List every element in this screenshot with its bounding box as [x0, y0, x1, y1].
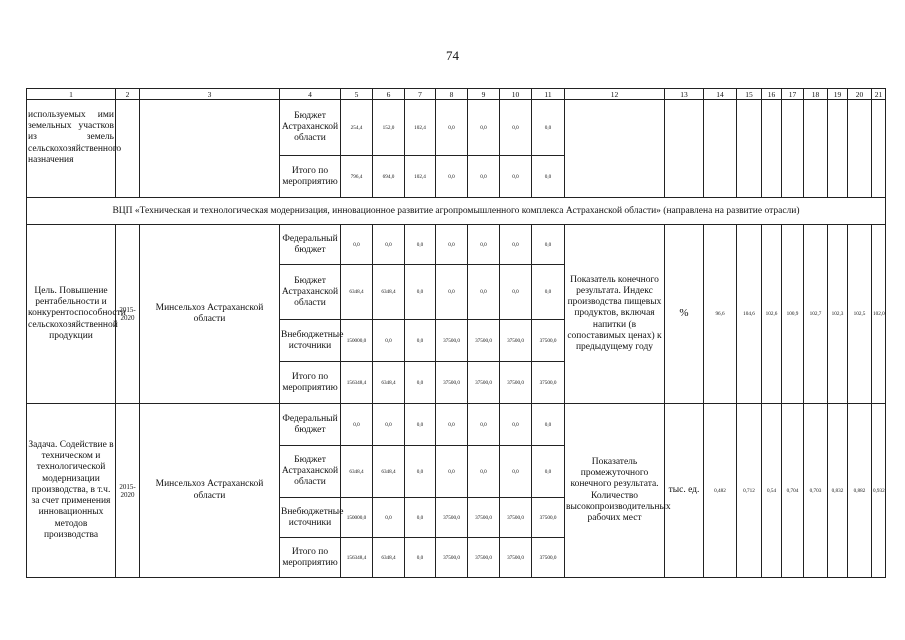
target-value: 0,932 [872, 404, 886, 578]
funding-source: Федеральный бюджет [280, 404, 341, 446]
empty-cell [737, 100, 762, 198]
value-cell: 152,0 [373, 100, 405, 156]
value-cell: 37500,0 [436, 320, 468, 362]
col-num: 12 [565, 89, 665, 100]
value-cell: 37500,0 [468, 362, 500, 404]
value-cell: 102,4 [405, 100, 436, 156]
value-cell: 0,0 [405, 446, 436, 498]
funding-source: Итого по мероприятию [280, 538, 341, 578]
col-num: 1 [27, 89, 116, 100]
value-cell: 6348,4 [341, 446, 373, 498]
value-cell: 0,0 [373, 498, 405, 538]
target-value: 0,832 [828, 404, 848, 578]
value-cell: 0,0 [405, 538, 436, 578]
value-cell: 0,0 [436, 100, 468, 156]
target-value: 0,703 [804, 404, 828, 578]
col-num: 2 [116, 89, 140, 100]
target-value: 104,6 [737, 225, 762, 404]
col-num: 13 [665, 89, 704, 100]
target-value: 102,6 [762, 225, 782, 404]
target-value: 102,3 [828, 225, 848, 404]
col-num: 17 [782, 89, 804, 100]
value-cell: 37500,0 [468, 538, 500, 578]
value-cell: 0,0 [468, 265, 500, 320]
empty-cell [848, 100, 872, 198]
value-cell: 37500,0 [532, 538, 565, 578]
target-value: 102,5 [848, 225, 872, 404]
empty-cell [782, 100, 804, 198]
value-cell: 0,0 [436, 446, 468, 498]
empty-cell [565, 100, 665, 198]
value-cell: 0,0 [468, 446, 500, 498]
unit: % [665, 225, 704, 404]
col-num: 6 [373, 89, 405, 100]
col-num: 20 [848, 89, 872, 100]
value-cell: 0,0 [532, 100, 565, 156]
value-cell: 0,0 [500, 100, 532, 156]
value-cell: 150000,0 [341, 320, 373, 362]
value-cell: 6348,4 [373, 446, 405, 498]
value-cell: 0,0 [373, 225, 405, 265]
table-row [27, 100, 886, 156]
empty-cell [704, 100, 737, 198]
funding-source: Бюджет Астраханской области [280, 100, 341, 156]
col-num: 4 [280, 89, 341, 100]
value-cell: 0,0 [468, 100, 500, 156]
col-num: 5 [341, 89, 373, 100]
column-number-row [27, 89, 886, 100]
target-value: 100,9 [782, 225, 804, 404]
col-num: 3 [140, 89, 280, 100]
value-cell: 0,0 [373, 404, 405, 446]
value-cell: 0,0 [468, 156, 500, 198]
value-cell: 6348,4 [373, 265, 405, 320]
value-cell: 0,0 [500, 446, 532, 498]
program-table [26, 88, 886, 578]
funding-source: Внебюджетные источники [280, 498, 341, 538]
value-cell: 37500,0 [468, 498, 500, 538]
value-cell: 0,0 [436, 156, 468, 198]
period: 2015-2020 [116, 404, 140, 578]
value-cell: 37500,0 [500, 498, 532, 538]
funding-source: Внебюджетные источники [280, 320, 341, 362]
value-cell: 156348,4 [341, 362, 373, 404]
value-cell: 156348,4 [341, 538, 373, 578]
executor: Минсельхоз Астраханской области [140, 404, 280, 578]
value-cell: 102,4 [405, 156, 436, 198]
value-cell: 0,0 [405, 265, 436, 320]
empty-cell [828, 100, 848, 198]
value-cell: 37500,0 [532, 498, 565, 538]
col-num: 9 [468, 89, 500, 100]
value-cell: 0,0 [500, 404, 532, 446]
value-cell: 0,0 [500, 156, 532, 198]
value-cell: 0,0 [436, 404, 468, 446]
value-cell: 0,0 [436, 225, 468, 265]
target-value: 0,54 [762, 404, 782, 578]
indicator: Показатель конечного результата. Индекс производства пищевых продуктов, включая напитки (в сопоставимых ценах) к предыдущему году [565, 225, 665, 404]
value-cell: 0,0 [341, 225, 373, 265]
table-row [27, 225, 886, 265]
col-num: 18 [804, 89, 828, 100]
value-cell: 37500,0 [532, 362, 565, 404]
col-num: 11 [532, 89, 565, 100]
value-cell: 37500,0 [436, 538, 468, 578]
target-value: 0,882 [848, 404, 872, 578]
target-value: 96,6 [704, 225, 737, 404]
target-value: 0,704 [782, 404, 804, 578]
funding-source: Итого по мероприятию [280, 362, 341, 404]
value-cell: 254,4 [341, 100, 373, 156]
value-cell: 0,0 [405, 404, 436, 446]
period: 2015-2020 [116, 225, 140, 404]
col-num: 10 [500, 89, 532, 100]
value-cell: 0,0 [405, 498, 436, 538]
funding-source: Федеральный бюджет [280, 225, 341, 265]
value-cell: 0,0 [468, 404, 500, 446]
value-cell: 0,0 [500, 265, 532, 320]
unit: тыс. ед. [665, 404, 704, 578]
section-title: ВЦП «Техническая и технологическая модернизация, инновационное развитие агропромышленного комплекса Астраханской области» (направлена на развитие отрасли) [27, 198, 886, 225]
section-row [27, 198, 886, 225]
value-cell: 37500,0 [500, 362, 532, 404]
value-cell: 0,0 [405, 362, 436, 404]
value-cell: 0,0 [532, 265, 565, 320]
empty-cell [872, 100, 886, 198]
value-cell: 796,4 [341, 156, 373, 198]
value-cell: 0,0 [468, 225, 500, 265]
target-value: 102,0 [872, 225, 886, 404]
col-num: 15 [737, 89, 762, 100]
col-num: 16 [762, 89, 782, 100]
task-name: Задача. Содействие в техническом и технологической модернизации производства, в т.ч. за счет применения инновационных методов производства [27, 404, 116, 578]
empty-cell [804, 100, 828, 198]
value-cell: 6348,4 [373, 538, 405, 578]
executor: Минсельхоз Астраханской области [140, 225, 280, 404]
value-cell: 0,0 [436, 265, 468, 320]
col-num: 7 [405, 89, 436, 100]
col-num: 21 [872, 89, 886, 100]
value-cell: 0,0 [341, 404, 373, 446]
col-num: 19 [828, 89, 848, 100]
table-row [27, 404, 886, 446]
value-cell: 0,0 [532, 156, 565, 198]
funding-source: Итого по мероприятию [280, 156, 341, 198]
value-cell: 6348,4 [341, 265, 373, 320]
value-cell: 37500,0 [500, 538, 532, 578]
empty-cell [762, 100, 782, 198]
goal-name: Цель. Повышение рентабельности и конкурентоспособности сельскохозяйственной продукции [27, 225, 116, 404]
value-cell: 6348,4 [373, 362, 405, 404]
value-cell: 37500,0 [500, 320, 532, 362]
value-cell: 37500,0 [436, 362, 468, 404]
value-cell: 0,0 [373, 320, 405, 362]
value-cell: 0,0 [405, 320, 436, 362]
value-cell: 0,0 [532, 225, 565, 265]
value-cell: 0,0 [500, 225, 532, 265]
target-value: 0,482 [704, 404, 737, 578]
value-cell: 694,0 [373, 156, 405, 198]
page-number: 74 [446, 48, 459, 63]
value-cell: 0,0 [532, 446, 565, 498]
indicator: Показатель промежуточного конечного результата. Количество высокопроизводительных рабочих мест [565, 404, 665, 578]
empty-cell [140, 100, 280, 198]
col-num: 14 [704, 89, 737, 100]
col-num: 8 [436, 89, 468, 100]
funding-source: Бюджет Астраханской области [280, 446, 341, 498]
value-cell: 0,0 [405, 225, 436, 265]
funding-source: Бюджет Астраханской области [280, 265, 341, 320]
value-cell: 150000,0 [341, 498, 373, 538]
value-cell: 37500,0 [468, 320, 500, 362]
value-cell: 37500,0 [436, 498, 468, 538]
empty-cell [665, 100, 704, 198]
target-value: 0,712 [737, 404, 762, 578]
value-cell: 37500,0 [532, 320, 565, 362]
value-cell: 0,0 [532, 404, 565, 446]
activity-name: используемых ими земельных участков из земель сельскохозяйственного назначения [27, 100, 116, 198]
target-value: 102,7 [804, 225, 828, 404]
